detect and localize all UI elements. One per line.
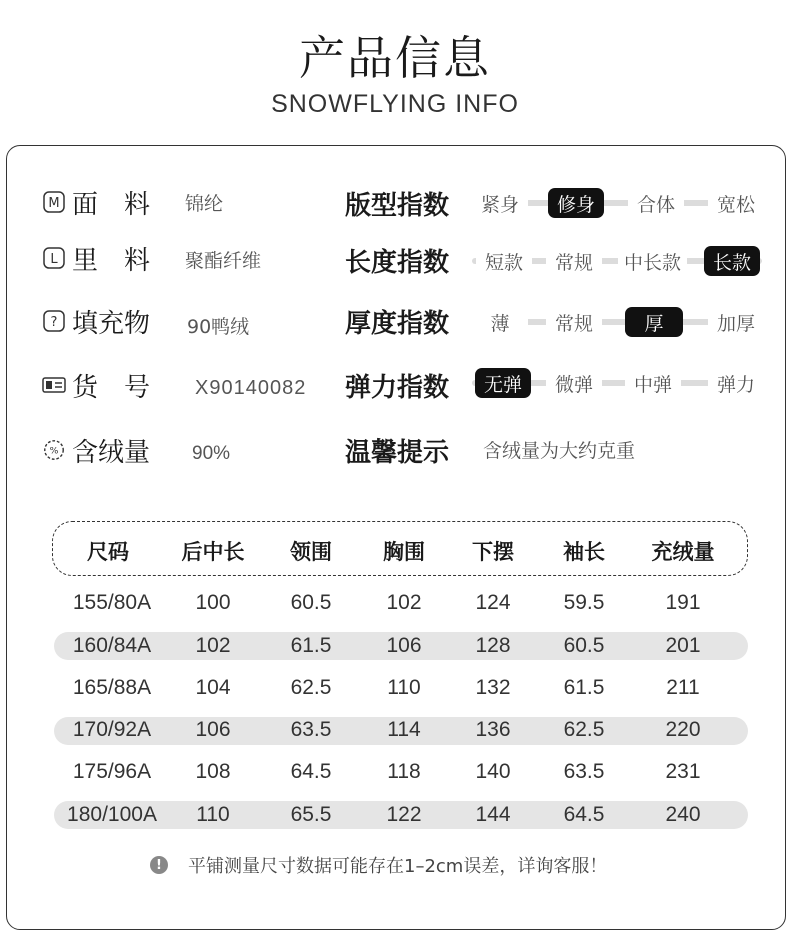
svg-text:L: L (50, 252, 58, 267)
table-cell: 114 (387, 718, 421, 741)
table-header-cell: 胸围 (383, 540, 425, 564)
metric-label: 版型指数 (345, 191, 450, 221)
disclaimer-note (150, 852, 607, 878)
svg-text:?: ? (50, 315, 58, 330)
scale-option: 合体 (628, 188, 684, 218)
table-cell: 61.5 (563, 676, 605, 699)
table-header-cell: 领围 (290, 540, 332, 564)
metric-label: 长度指数 (345, 248, 450, 278)
table-cell: 64.5 (563, 803, 605, 826)
table-cell: 231 (665, 760, 701, 783)
scale-option: 宽松 (708, 188, 764, 218)
tip-value: 含绒量为大约克重 (483, 440, 636, 462)
table-cell: 124 (475, 591, 511, 614)
table-cell: 100 (195, 591, 231, 614)
scale-option-selected: 无弹 (475, 368, 531, 398)
table-header-cell: 充绒量 (651, 540, 715, 564)
info-row-down-content (42, 433, 150, 467)
thickness-index-scale (472, 304, 762, 340)
table-cell: 155/80A (72, 591, 152, 614)
table-cell: 211 (666, 676, 700, 699)
scale-option: 紧身 (472, 188, 528, 218)
table-header-cell: 后中长 (181, 540, 245, 564)
table-cell: 128 (475, 634, 511, 657)
table-cell: 106 (195, 718, 231, 741)
table-cell: 102 (386, 591, 422, 614)
info-label: 填充物 (72, 308, 151, 339)
info-label: 面 料 (72, 189, 151, 220)
table-cell: 59.5 (563, 591, 605, 614)
elasticity-index-scale (472, 365, 762, 401)
svg-text:%: % (49, 445, 59, 457)
table-cell: 62.5 (563, 718, 605, 741)
info-row-filling (42, 304, 150, 338)
scale-option: 中弹 (625, 368, 681, 398)
info-value: 聚酯纤维 (185, 250, 262, 272)
table-cell: 60.5 (290, 591, 332, 614)
table-cell: 64.5 (290, 760, 332, 783)
info-row-item-number (42, 368, 150, 402)
info-value: 90% (192, 443, 231, 464)
table-cell: 108 (195, 760, 231, 783)
scale-option-selected: 长款 (704, 246, 760, 276)
fit-index-scale (472, 185, 762, 221)
table-cell: 191 (665, 591, 701, 614)
table-cell: 60.5 (563, 634, 605, 657)
svg-text:M: M (48, 196, 60, 211)
table-cell: 62.5 (290, 676, 332, 699)
table-cell: 165/88A (72, 676, 152, 699)
table-cell: 180/100A (67, 803, 157, 826)
scale-option-selected: 修身 (548, 188, 604, 218)
table-cell: 110 (387, 676, 421, 699)
table-cell: 102 (195, 634, 231, 657)
table-cell: 160/84A (72, 634, 152, 657)
table-cell: 110 (196, 803, 230, 826)
info-label: 货 号 (72, 372, 151, 403)
table-cell: 140 (475, 760, 511, 783)
metric-label: 弹力指数 (345, 373, 450, 403)
table-cell: 63.5 (290, 718, 332, 741)
table-cell: 175/96A (72, 760, 152, 783)
metric-label: 厚度指数 (345, 309, 450, 339)
info-row-fabric (42, 185, 150, 219)
info-value: X90140082 (195, 377, 307, 399)
scale-option: 常规 (546, 246, 602, 276)
id-card-icon (42, 373, 66, 397)
table-cell: 106 (386, 634, 422, 657)
table-cell: 220 (665, 718, 701, 741)
info-row-lining (42, 241, 150, 275)
scale-option: 薄 (472, 307, 528, 337)
table-cell: 65.5 (290, 803, 332, 826)
table-cell: 170/92A (72, 718, 152, 741)
table-cell: 122 (386, 803, 422, 826)
note-text: 平铺测量尺寸数据可能存在1–2cm误差，详询客服！ (188, 856, 608, 877)
exclamation-icon: ! (150, 856, 168, 874)
table-cell: 63.5 (563, 760, 605, 783)
scale-option: 中长款 (618, 246, 687, 276)
info-label: 里 料 (72, 245, 151, 276)
table-cell: 118 (387, 760, 421, 783)
table-cell: 201 (665, 634, 701, 657)
scale-option-selected: 厚 (625, 307, 683, 337)
l-badge-icon (42, 246, 66, 270)
tip-label: 温馨提示 (345, 438, 450, 468)
scale-option: 短款 (476, 246, 532, 276)
percent-icon (42, 438, 66, 462)
table-cell: 240 (665, 803, 701, 826)
table-header-cell: 尺码 (87, 540, 129, 564)
scale-option: 微弹 (546, 368, 602, 398)
scale-option: 常规 (546, 307, 602, 337)
table-cell: 104 (195, 676, 231, 699)
table-cell: 61.5 (290, 634, 332, 657)
table-header-cell: 下摆 (472, 540, 514, 564)
m-badge-icon (42, 190, 66, 214)
info-value: 90鸭绒 (187, 316, 250, 338)
scale-option: 弹力 (708, 368, 764, 398)
table-cell: 136 (475, 718, 511, 741)
info-label: 含绒量 (72, 437, 151, 468)
scale-option: 加厚 (708, 307, 764, 337)
page-subtitle: SNOWFLYING INFO (271, 90, 519, 118)
table-header-cell: 袖长 (563, 540, 605, 564)
info-value: 锦纶 (185, 193, 224, 215)
page-title: 产品信息 (299, 31, 491, 85)
length-index-scale (472, 243, 762, 279)
table-cell: 144 (475, 803, 511, 826)
table-cell: 132 (475, 676, 511, 699)
question-icon (42, 309, 66, 333)
